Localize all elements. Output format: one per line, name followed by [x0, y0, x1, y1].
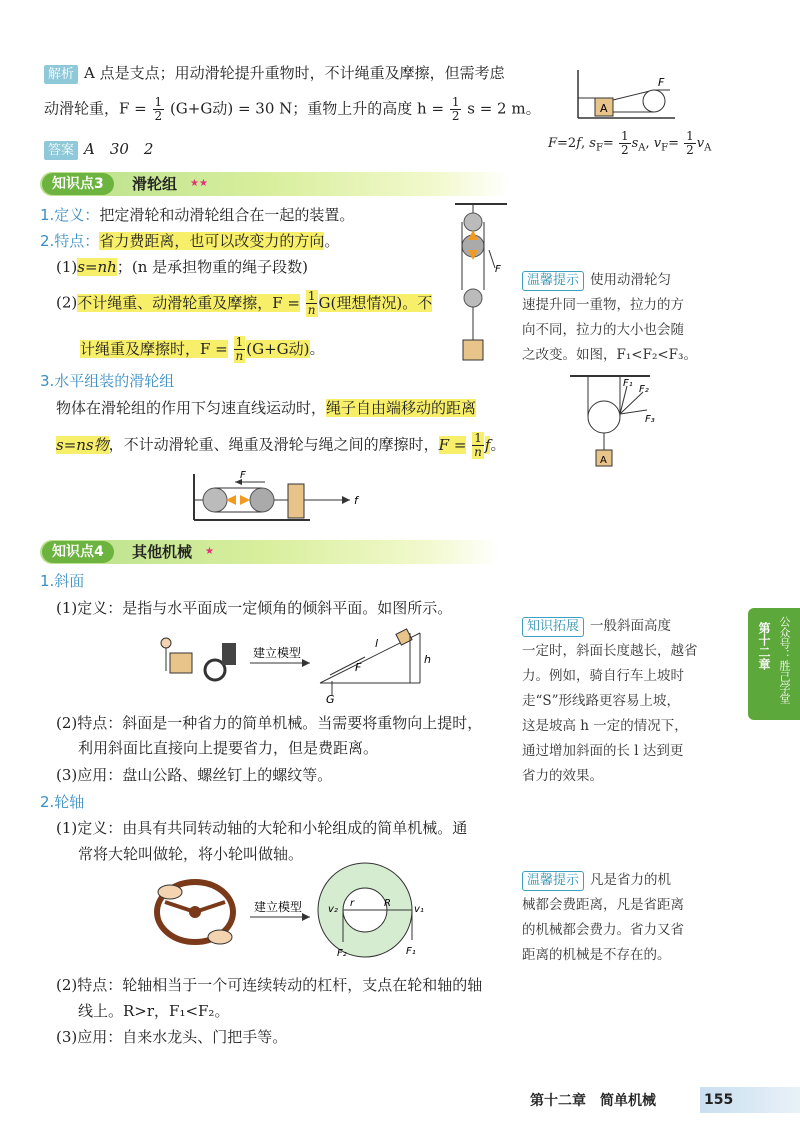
tip1-box: 温馨提示 使用动滑轮匀 速提升同一重物，拉力的方 向不同，拉力的大小也会随 之改变。如图，F₁<F₂<F₃。 — [522, 272, 697, 363]
svg-text:r: r — [350, 898, 355, 909]
kp3-item-1: (1)s=nh；(n 是承担物重的绳子段数) — [56, 258, 308, 276]
incline-feature-line2: 利用斜面比直接向上提要省力，但是费距离。 — [78, 739, 379, 757]
chapter-side-tab — [748, 608, 800, 720]
wheel-axle-definition-line1: (1)定义：由具有共同转动轴的大轮和小轮组成的简单机械。通 — [56, 819, 468, 837]
kp3-item-2-line2: 计绳重及摩擦时，F = $\frac{1}{n}$ (G+G动)。 — [80, 335, 325, 363]
answer-label: 答案 — [44, 141, 78, 160]
wheel-axle-application: (3)应用：自来水龙头、门把手等。 — [56, 1028, 288, 1046]
svg-text:F: F — [495, 264, 501, 275]
kp4-stars: ★ — [205, 546, 214, 557]
svg-text:F₁: F₁ — [406, 946, 416, 957]
force-direction-figure — [565, 372, 675, 472]
incline-figure — [160, 625, 450, 705]
svg-text:F: F — [658, 76, 665, 89]
kp4-section-2-heading: 2.轮轴 — [40, 793, 85, 811]
svg-text:v₂: v₂ — [328, 904, 338, 915]
kp3-section-3-heading: 3.水平组装的滑轮组 — [40, 372, 175, 390]
fraction-half: $\frac{1}{2}$ — [451, 95, 460, 123]
svg-text:F: F — [240, 470, 246, 481]
tip2-box: 知识拓展 一般斜面高度 一定时，斜面长度越长，越省 力。例如，骑自行车上坡时 走“S”形线路更容易上坡， 这是坡高 h 一定的情况下， 通过增加斜面的长 l 达到更 省力的效果。 — [522, 618, 698, 784]
svg-text:v₁: v₁ — [414, 904, 424, 915]
svg-text:F: F — [355, 661, 362, 674]
svg-text:G: G — [326, 693, 335, 705]
incline-definition: (1)定义：是指与水平面成一定倾角的倾斜平面。如图所示。 — [56, 599, 453, 617]
svg-text:R: R — [384, 898, 391, 909]
incline-feature-line1: (2)特点：斜面是一种省力的简单机械。当需要将重物向上提时， — [56, 714, 483, 732]
block-a-label: A — [600, 102, 608, 115]
wheel-axle-figure — [150, 862, 450, 967]
tip1-tag: 温馨提示 — [522, 271, 584, 291]
top-formula: F=2f, $s_F=$ $\frac{1}{2}$ $s_A$, $v_F=$ $\frac{1}{2}$ $v_A$ — [548, 129, 712, 157]
svg-text:F₂: F₂ — [337, 948, 347, 959]
wheel-axle-feature-line2: 线上。R>r，F₁<F₂。 — [78, 1002, 230, 1020]
kp3-banner — [40, 172, 510, 196]
kp3-section-3-line1: 物体在滑轮组的作用下匀速直线运动时，绳子自由端移动的距离 — [56, 399, 477, 417]
svg-text:F₁: F₁ — [623, 378, 633, 389]
kp3-stars: ★★ — [190, 178, 208, 189]
watermark-text: 公众号：胜己学堂 — [778, 616, 791, 704]
analysis-label: 解析 — [44, 65, 78, 84]
tip2-tag: 知识拓展 — [522, 617, 584, 637]
analysis-line-1: 解析 A 点是支点；用动滑轮提升重物时，不计绳重及摩擦，但需考虑 — [44, 62, 505, 84]
wheel-model-label: 建立模型 — [254, 900, 303, 914]
kp4-title: 其他机械 — [132, 543, 193, 561]
kp4-section-1-heading: 1.斜面 — [40, 572, 85, 590]
kp4-banner — [40, 540, 500, 564]
horizontal-pulley-figure — [570, 68, 680, 123]
svg-text:A: A — [600, 455, 607, 466]
pulley-block-figure — [445, 200, 515, 365]
chapter-tab-label: 第十二章 — [757, 622, 771, 670]
kp3-feature: 2.特点：省力费距离，也可以改变力的方向。 — [40, 232, 340, 250]
kp3-section-3-line2: s=ns物，不计动滑轮重、绳重及滑轮与绳之间的摩擦时，F = $\frac{1}{n}$ f。 — [56, 431, 506, 459]
page-number: 155 — [700, 1087, 800, 1113]
wheel-axle-definition-line2: 常将大轮叫做轮，将小轮叫做轴。 — [78, 845, 304, 863]
kp3-tag: 知识点3 — [42, 173, 114, 195]
horizontal-pulley-block-figure — [190, 470, 370, 525]
svg-text:F₃: F₃ — [645, 414, 655, 425]
kp3-definition: 1.定义：把定滑轮和动滑轮组合在一起的装置。 — [40, 206, 355, 224]
incline-application: (3)应用：盘山公路、螺丝钉上的螺纹等。 — [56, 766, 333, 784]
wheel-axle-feature-line1: (2)特点：轮轴相当于一个可连续转动的杠杆，支点在轮和轴的轴 — [56, 976, 483, 994]
analysis-line-2: 动滑轮重，F = $\frac{1}{2}$ (G+G动) = 30 N；重物上升的高度 h = $\frac{1}{2}$ s = 2 m。 — [44, 95, 541, 123]
svg-text:h: h — [424, 653, 431, 666]
footer-chapter: 第十二章 简单机械 — [530, 1093, 656, 1109]
kp3-item-2-line1: (2)不计绳重、动滑轮重及摩擦，F = $\frac{1}{n}$ G(理想情况)。不 — [56, 289, 433, 317]
tip3-tag: 温馨提示 — [522, 871, 584, 891]
incline-model-label: 建立模型 — [253, 646, 302, 660]
svg-text:l: l — [375, 637, 379, 650]
fraction-half: $\frac{1}{2}$ — [154, 95, 163, 123]
answer-line: 答案 A 30 2 — [44, 138, 153, 160]
svg-text:f: f — [354, 494, 358, 507]
svg-text:F₂: F₂ — [639, 384, 649, 395]
tip3-box: 温馨提示 凡是省力的机 械都会费距离，凡是省距离 的机械都会费力。省力又省 距离的机械是不存在的。 — [522, 872, 684, 963]
kp4-tag: 知识点4 — [42, 541, 114, 563]
kp3-title: 滑轮组 — [132, 175, 178, 193]
